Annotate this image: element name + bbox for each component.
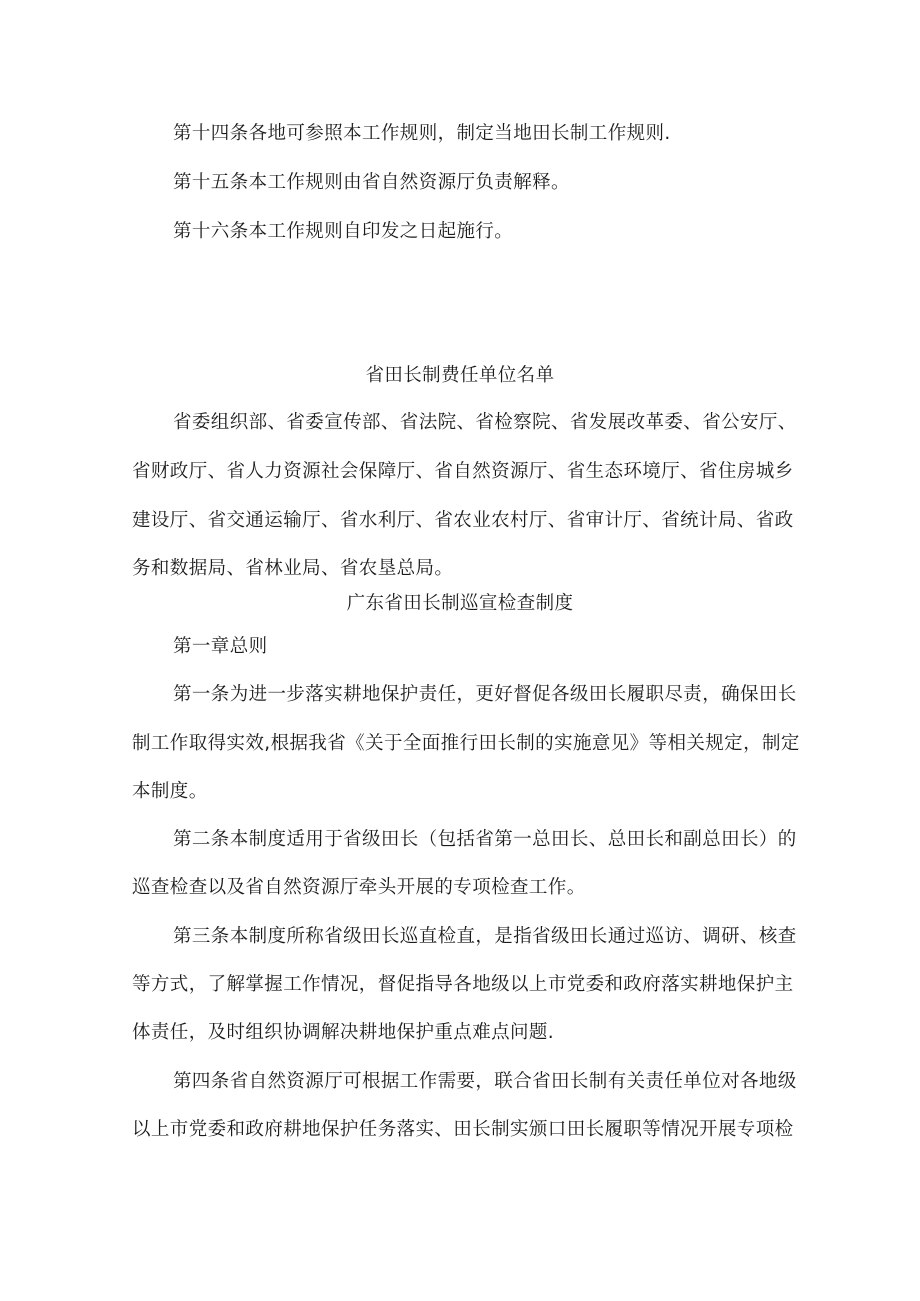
units-list-line: 省委组织部、省委宣传部、省法院、省检察院、省发展改革委、省公安厅、 bbox=[173, 412, 797, 433]
article-3-line: 第三条本制度所称省级田长巡直检直，是指省级田长通过巡访、调研、核查 bbox=[173, 926, 797, 947]
article-4-line: 以上市党委和政府耕地保护任务落实、田长制实颁口田长履职等情况开展专项检 bbox=[132, 1119, 794, 1140]
article-3-line: 体责任，及时组织协调解决耕地保护重点难点问题. bbox=[132, 1022, 555, 1043]
article-15: 第十五条本工作规则由省自然资源厅负责解释。 bbox=[173, 172, 570, 193]
chapter-heading: 第一章总则 bbox=[173, 636, 268, 657]
article-4-line: 第四条省自然资源厅可根据工作需要，联合省田长制有关责任单位对各地级 bbox=[173, 1071, 797, 1092]
units-list-line: 省财政厅、省人力资源社会保障厅、省自然资源厅、省生态环境厅、省住房城乡 bbox=[132, 461, 794, 482]
units-list-line: 务和数据局、省林业局、省农垦总局。 bbox=[132, 558, 454, 579]
units-list-title: 省田长制费任单位名单 bbox=[365, 365, 555, 386]
article-1-line: 本制度。 bbox=[132, 781, 208, 802]
article-1-line: 制工作取得实效,根据我省《关于全面推行田长制的实施意见》等相关规定，制定 bbox=[132, 733, 800, 754]
article-3-line: 等方式，了解掌握工作情况，督促指导各地级以上市党委和政府落实耕地保护主 bbox=[132, 974, 794, 995]
article-2-line: 第二条本制度适用于省级田长（包括省第一总田长、总田长和副总田长）的 bbox=[173, 829, 797, 850]
article-2-line: 巡查检查以及省自然资源厅牵头开展的专项检查工作。 bbox=[132, 877, 586, 898]
article-1-line: 第一条为进一步落实耕地保护责任，更好督促各级田长履职尽责，确保田长 bbox=[173, 684, 797, 705]
article-16: 第十六条本工作规则自印发之日起施行。 bbox=[173, 221, 514, 242]
units-list-line: 建设厅、省交通运输厅、省水利厅、省农业农村厅、省审计厅、省统计局、省政 bbox=[132, 510, 794, 531]
regulation-title: 广东省田长制巡宣检查制度 bbox=[346, 593, 574, 614]
article-14: 第十四条各地可参照本工作规则，制定当地田长制工作规则. bbox=[173, 123, 671, 144]
